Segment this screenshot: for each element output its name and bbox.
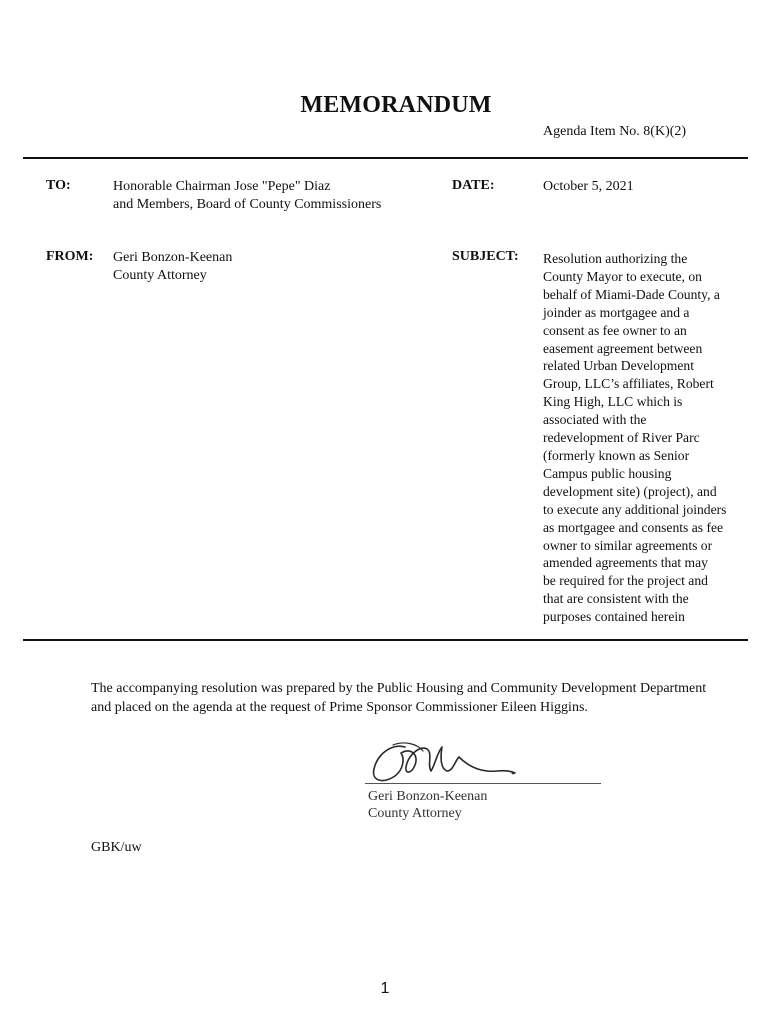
subject-text: Resolution authorizing the County Mayor to execute, on behalf of Miami-Dade County, a joinder as mortgagee and a consent as fee owner to an easement agreement between related Urban Development Group, LLC’s affiliates, Robert King High, LLC which is associated with the redevelopment of River Parc (formerly known as Senior Campus public housing development site) (project), and to execute any additional joinders as mortgagee and consents as fee owner to similar agreements or amended agreements that may be required for the project and that are consistent with the purposes contained herein bbox=[543, 251, 727, 625]
header-bottom-rule bbox=[23, 639, 748, 641]
page-number: 1 bbox=[380, 980, 390, 997]
date-value: October 5, 2021 bbox=[543, 179, 634, 194]
from-label: FROM: bbox=[46, 249, 94, 264]
from-sender-line-1: Geri Bonzon-Keenan bbox=[113, 250, 233, 265]
handwritten-signature bbox=[365, 735, 530, 787]
typist-initials: GBK/uw bbox=[91, 840, 142, 855]
body-paragraph: The accompanying resolution was prepared by the Public Housing and Community Development Department and placed on the agenda at the request of Prime Sponsor Commissioner Eileen Higgins. bbox=[91, 681, 707, 715]
memo-title: MEMORANDUM bbox=[300, 92, 492, 118]
signatory-block bbox=[368, 788, 487, 822]
header-top-rule bbox=[23, 157, 748, 159]
signatory-name: Geri Bonzon-Keenan bbox=[368, 789, 488, 804]
date-label: DATE: bbox=[452, 178, 495, 193]
to-recipient-line-2: and Members, Board of County Commissioners bbox=[113, 197, 382, 212]
to-label: TO: bbox=[46, 178, 71, 193]
from-sender-line-2: County Attorney bbox=[113, 268, 207, 283]
agenda-item-number: Agenda Item No. 8(K)(2) bbox=[543, 124, 687, 139]
signature-line bbox=[365, 783, 601, 784]
subject-label: SUBJECT: bbox=[452, 249, 519, 264]
signatory-title: County Attorney bbox=[368, 806, 462, 821]
to-recipient-line-1: Honorable Chairman Jose "Pepe" Diaz bbox=[113, 179, 331, 194]
